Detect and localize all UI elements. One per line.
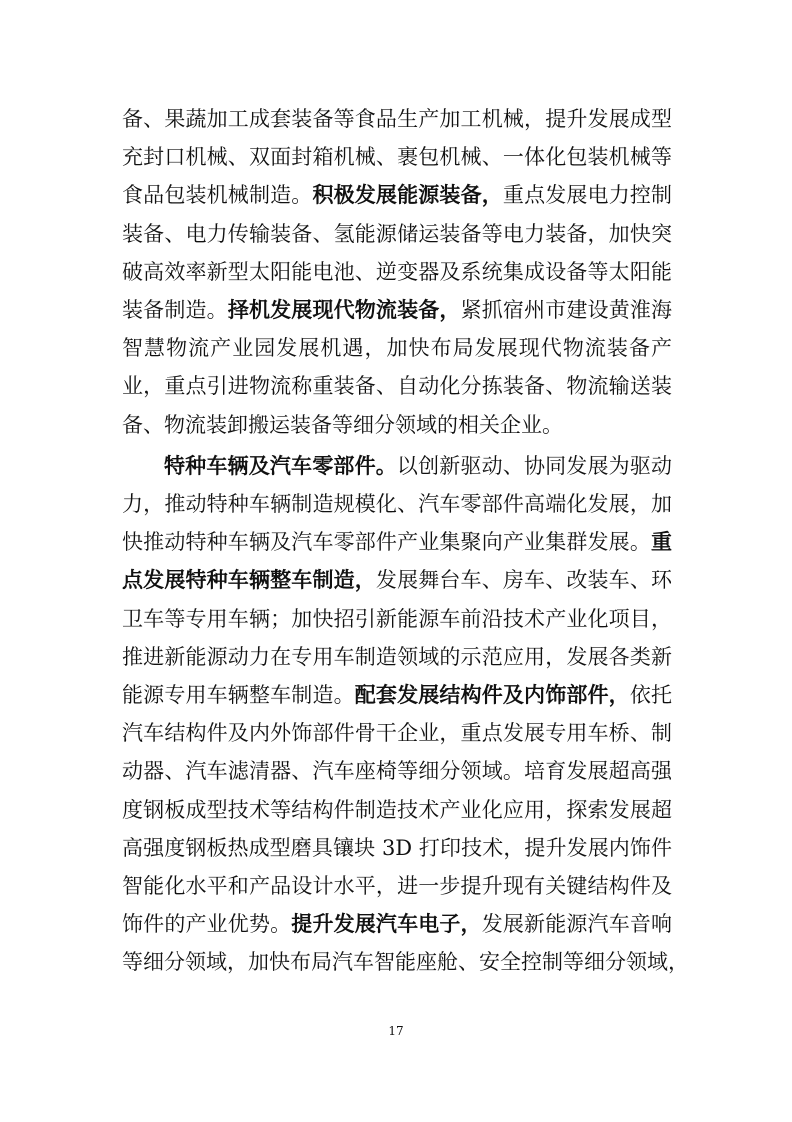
text-line (122, 640, 672, 674)
bold-text-run: 重 (651, 529, 672, 555)
text-line (122, 487, 672, 521)
text-line (122, 408, 672, 442)
text-run: 以创新驱动、协同发展为驱动 (396, 453, 673, 478)
text-line (122, 293, 672, 327)
bold-text-run: 积极发展能源装备， (312, 182, 503, 208)
text-line (122, 331, 672, 365)
text-run: 装备制造。 (122, 298, 228, 322)
bold-text-run: 择机发展现代物流装备， (227, 297, 461, 322)
text-run: 高强度钢板热成型磨具镶块 3D 打印技术，提升发展内饰件 (122, 835, 672, 860)
text-run: 汽车结构件及内外饰部件骨干企业，重点发展专用车桥、制 (122, 721, 672, 746)
text-run: 能源专用车辆整车制造。 (122, 683, 355, 707)
text-line (122, 907, 672, 941)
text-run: 充封口机械、双面封箱机械、裹包机械、一体化包装机械等 (122, 145, 672, 170)
text-run: 业，重点引进物流称重装备、自动化分拣装备、物流输送装 (122, 374, 672, 399)
text-run: 备、果蔬加工成套装备等食品生产加工机械，提升发展成型 (122, 107, 672, 131)
text-line (122, 178, 672, 212)
text-run: 智能化水平和产品设计水平，进一步提升现有关键结构件及 (122, 874, 672, 898)
text-line (122, 793, 672, 827)
text-run: 备、物流装卸搬运装备等细分领域的相关企业。 (122, 412, 563, 437)
text-line (122, 102, 672, 136)
page-number: 17 (388, 1024, 404, 1038)
text-run: 发展舞台车、房车、改装车、环 (375, 568, 673, 593)
text-line (122, 602, 672, 636)
text-line (122, 831, 672, 865)
bold-text-run: 提升发展汽车电子， (291, 911, 482, 937)
text-run: 发展新能源汽车音响 (481, 912, 673, 937)
text-run: 装备、电力传输装备、氢能源储运装备等电力装备，加快突 (122, 221, 672, 246)
text-line (122, 369, 672, 403)
text-run: 紧抓宿州市建设黄淮海 (460, 298, 673, 322)
text-run: 力，推动特种车辆制造规模化、汽车零部件高端化发展，加 (122, 492, 672, 516)
text-run: 卫车等专用车辆；加快招引新能源车前沿技术产业化项目， (122, 606, 672, 631)
text-run: 饰件的产业优势。 (122, 912, 292, 937)
text-run: 度钢板成型技术等结构件制造技术产业化应用，探索发展超 (122, 797, 672, 822)
text-run: 智慧物流产业园发展机遇，加快布局发展现代物流装备产 (122, 336, 672, 361)
bold-text-run: 特种车辆及汽车零部件。 (164, 452, 397, 478)
text-line (122, 678, 672, 712)
text-run: 推进新能源动力在专用车制造领域的示范应用，发展各类新 (122, 644, 672, 669)
text-run: 重点发展电力控制 (502, 183, 673, 208)
text-line (122, 255, 672, 289)
text-line (122, 563, 672, 597)
bold-text-run: 点发展特种车辆整车制造， (122, 567, 376, 593)
text-line (122, 869, 672, 903)
text-line (164, 449, 672, 483)
text-line (122, 754, 672, 788)
text-line (122, 716, 672, 750)
text-run: 破高效率新型太阳能电池、逆变器及系统集成设备等太阳能 (122, 259, 672, 284)
text-line (122, 945, 689, 979)
text-line (122, 525, 672, 559)
text-run: 食品包装机械制造。 (122, 183, 313, 208)
text-line (122, 140, 672, 174)
text-run: 快推动特种车辆及汽车零部件产业集聚向产业集群发展。 (122, 530, 651, 555)
bold-text-run: 配套发展结构件及内饰部件， (354, 682, 630, 707)
text-run: 依托 (629, 683, 673, 707)
text-run: 动器、汽车滤清器、汽车座椅等细分领域。培育发展超高强 (122, 759, 672, 784)
text-line (122, 217, 672, 251)
text-run: 等细分领域，加快布局汽车智能座舱、安全控制等细分领域， (122, 950, 689, 975)
